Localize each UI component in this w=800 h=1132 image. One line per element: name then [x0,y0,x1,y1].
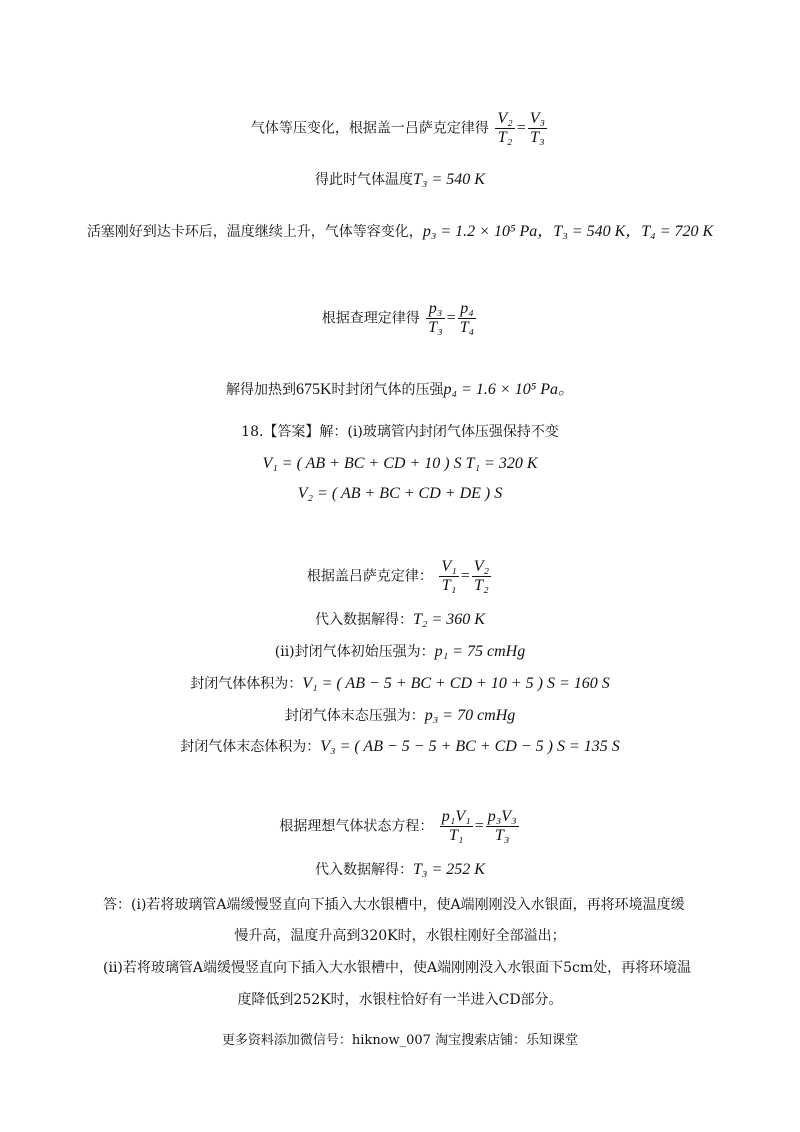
line-text: (ii)若将玻璃管A端缓慢竖直向下插入大水银槽中，使A端刚刚没入水银面下5cm处，再将环境温 [103,960,692,976]
line-text: 封闭气体体积为： [190,676,303,692]
eq-line-15 [0,808,800,845]
fraction-num: p₃V₃ [487,808,517,825]
line-text: 时封闭气体的压强 [331,382,444,398]
eq-line-16 [0,860,800,880]
line-text: 答：(i)若将玻璃管A端缓慢竖直向下插入大水银槽中，使A端刚刚没入水银面，再将环境温度缓 [103,897,685,913]
footer-text: 更多资料添加微信号：hiknow_007 淘宝搜索店铺：乐知课堂 [221,1033,579,1048]
line-text: 根据理想气体状态方程： [279,818,434,835]
eq-line-13 [0,706,800,726]
answer-line-4 [0,990,800,1010]
formula: V₁ = ( AB − 5 + BC + CD + 10 + 5 ) S = 160 S [302,675,610,692]
equals: = [516,119,526,137]
eq-line-5 [0,380,800,400]
line-text: 解得加热到 [225,382,296,398]
line-text: 气体等压变化，根据盖一吕萨克定律得 [250,120,489,137]
line-text: 慢升高，温度升高到320K时，水银柱刚好全部溢出； [234,928,566,944]
fraction-den: T₁ [449,827,464,844]
line-text: 根据盖吕萨克定律： [306,568,433,585]
fraction-num: V₂ [473,558,490,575]
eq-line-1 [0,110,800,147]
line-text: 18.【答案】解：(i)玻璃管内封闭气体压强保持不变 [241,424,559,440]
formula: V₁ = ( AB + BC + CD + 10 ) S T₁ = 320 K [262,455,538,472]
fraction-den: T₁ [441,577,457,594]
line-text: 活塞刚好到达卡环后，温度继续上升，气体等容变化， [86,224,423,240]
answer-line-2 [0,926,800,946]
line-text: 代入数据解得： [315,862,414,878]
fraction [426,300,444,337]
line-text: 度降低到252K时，水银柱恰好有一半进入CD部分。 [237,992,563,1008]
fraction-num: p₄ [458,300,476,319]
line-text: 代入数据解得： [315,612,414,628]
fraction [458,300,476,337]
fraction-num: p₃ [426,300,444,319]
eq-line-12 [0,674,800,694]
formula: p₃ = 1.2 × 10⁵ Pa，T₃ = 540 K，T₄ = 720 K [422,223,714,240]
line-text: 封闭气体末态体积为： [180,739,321,755]
answer-line-3 [103,958,723,978]
fraction [495,110,514,147]
line-text: 封闭气体末态压强为： [284,708,425,724]
fraction-num: V₁ [441,558,457,575]
equals: = [446,309,456,327]
fraction-den: T₃ [428,319,443,336]
equals: = [460,567,470,585]
fraction [486,808,519,845]
fraction [440,808,473,845]
fraction [439,558,458,595]
formula: p₃ = 70 cmHg [424,707,516,724]
line-text: 根据查理定律得 [321,310,420,327]
eq-line-8 [0,484,800,504]
value: 675K [295,381,332,398]
formula: T₂ = 360 K [413,611,485,628]
answer-line-1 [103,895,723,915]
formula: V₃ = ( AB − 5 − 5 + BC + CD − 5 ) S = 135 S [320,738,620,755]
fraction-den: T₄ [459,319,475,336]
fraction-num: V₂ [497,110,513,127]
formula: T₃ = 252 K [413,861,485,878]
eq-line-7 [0,454,800,474]
fraction-den: T₂ [497,129,513,146]
eq-line-9 [0,558,800,595]
eq-line-2 [0,170,800,190]
fraction-den: T₃ [530,129,545,146]
footer [0,1031,800,1051]
eq-line-3 [0,222,800,242]
fraction-num: V₃ [529,110,546,127]
fraction-den: T₂ [474,577,489,594]
fraction-den: T₃ [494,827,510,844]
fraction [528,110,547,147]
line-text: (ii)封闭气体初始压强为： [274,644,435,660]
answer-heading [0,422,800,442]
formula: T₃ = 540 K [413,171,485,188]
formula: p₄ = 1.6 × 10⁵ Pa。 [443,381,575,398]
formula: V₂ = ( AB + BC + CD + DE ) S [297,485,503,502]
eq-line-4 [0,300,800,337]
fraction-num: p₁V₁ [441,808,471,825]
equals: = [474,817,484,835]
formula: p₁ = 75 cmHg [434,643,526,660]
line-text: 得此时气体温度 [315,172,414,188]
fraction [472,558,491,595]
eq-line-11 [0,642,800,662]
eq-line-10 [0,610,800,630]
eq-line-14 [0,737,800,757]
